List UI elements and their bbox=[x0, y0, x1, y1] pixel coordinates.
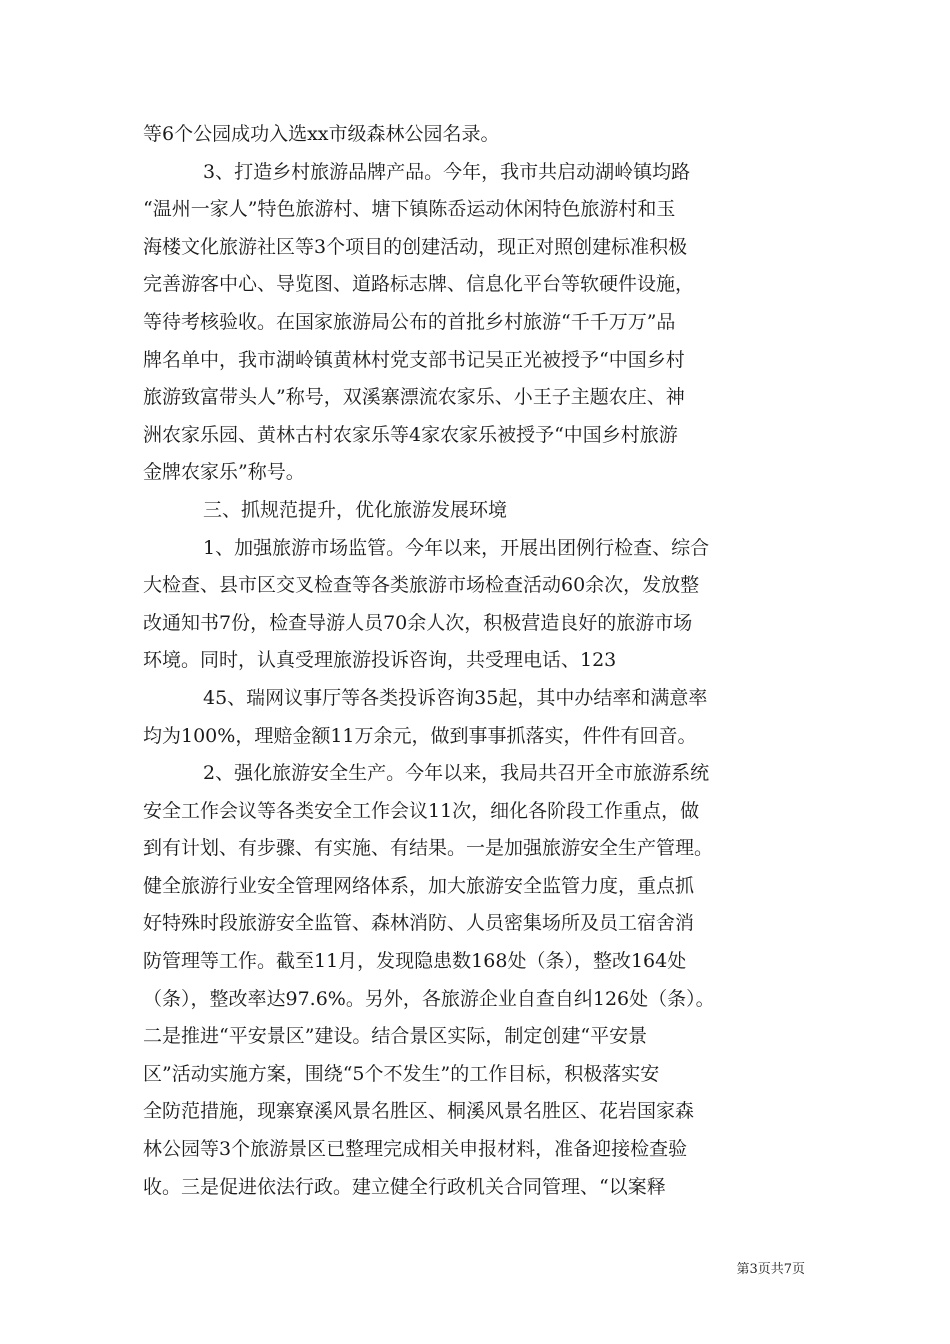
text-line: 等6个公园成功入选xx市级森林公园名录。 bbox=[143, 123, 500, 145]
text-line: 1、加强旅游市场监管。今年以来，开展出团例行检查、综合 bbox=[203, 536, 710, 559]
text-line: 好特殊时段旅游安全监管、森林消防、人员密集场所及员工宿舍消 bbox=[143, 912, 695, 935]
text-line: 健全旅游行业安全管理网络体系，加大旅游安全监管力度，重点抓 bbox=[143, 874, 695, 897]
text-line: 防管理等工作。截至11月，发现隐患数168处（条），整改164处 bbox=[143, 950, 687, 973]
text-line: 均为100%，理赔金额11万余元，做到事事抓落实，件件有回音。 bbox=[143, 724, 697, 747]
text-line: 海楼文化旅游社区等3个项目的创建活动，现正对照创建标准积极 bbox=[143, 235, 688, 258]
text-line: 完善游客中心、导览图、道路标志牌、信息化平台等软硬件设施， bbox=[143, 273, 695, 296]
text-line: 全防范措施，现寨寮溪风景名胜区、桐溪风景名胜区、花岩国家森 bbox=[143, 1100, 695, 1123]
text-line: （条），整改率达97.6%。另外，各旅游企业自查自纠126处（条）。 bbox=[143, 987, 715, 1010]
text-line: 大检查、县市区交叉检查等各类旅游市场检查活动60余次，发放整 bbox=[143, 574, 700, 597]
text-line: 收。三是促进依法行政。建立健全行政机关合同管理、“以案释 bbox=[143, 1175, 666, 1198]
text-line: “温州一家人”特色旅游村、塘下镇陈岙运动休闲特色旅游村和玉 bbox=[143, 198, 676, 221]
text-line: 二是推进“平安景区”建设。结合景区实际，制定创建“平安景 bbox=[143, 1025, 648, 1048]
text-line: 三、抓规范提升，优化旅游发展环境 bbox=[203, 498, 508, 521]
text-line: 旅游致富带头人”称号，双溪寨漂流农家乐、小王子主题农庄、神 bbox=[143, 386, 685, 409]
text-line: 林公园等3个旅游景区已整理完成相关申报材料，准备迎接检查验 bbox=[143, 1138, 688, 1161]
text-line: 环境。同时，认真受理旅游投诉咨询，共受理电话、123 bbox=[143, 649, 617, 672]
text-line: 2、强化旅游安全生产。今年以来，我局共召开全市旅游系统 bbox=[203, 762, 710, 785]
text-line: 到有计划、有步骤、有实施、有结果。一是加强旅游安全生产管理。 bbox=[143, 837, 714, 860]
text-line: 3、打造乡村旅游品牌产品。今年，我市共启动湖岭镇均路 bbox=[203, 160, 691, 183]
text-line: 改通知书7份，检查导游人员70余人次，积极营造良好的旅游市场 bbox=[143, 611, 693, 634]
text-line: 金牌农家乐”称号。 bbox=[143, 461, 305, 484]
text-line: 安全工作会议等各类安全工作会议11次，细化各阶段工作重点，做 bbox=[143, 799, 700, 822]
text-line: 洲农家乐园、黄林古村农家乐等4家农家乐被授予“中国乡村旅游 bbox=[143, 423, 678, 446]
text-line: 等待考核验收。在国家旅游局公布的首批乡村旅游“千千万万”品 bbox=[143, 310, 676, 333]
body-text bbox=[143, 116, 813, 1206]
text-line: 45、瑞网议事厅等各类投诉咨询35起，其中办结率和满意率 bbox=[203, 686, 708, 709]
page-number-footer: 第3页共7页 bbox=[736, 1262, 805, 1277]
text-line: 区”活动实施方案，围绕“5个不发生”的工作目标，积极落实安 bbox=[143, 1062, 660, 1085]
text-line: 牌名单中，我市湖岭镇黄林村党支部书记吴正光被授予“中国乡村 bbox=[143, 348, 685, 371]
